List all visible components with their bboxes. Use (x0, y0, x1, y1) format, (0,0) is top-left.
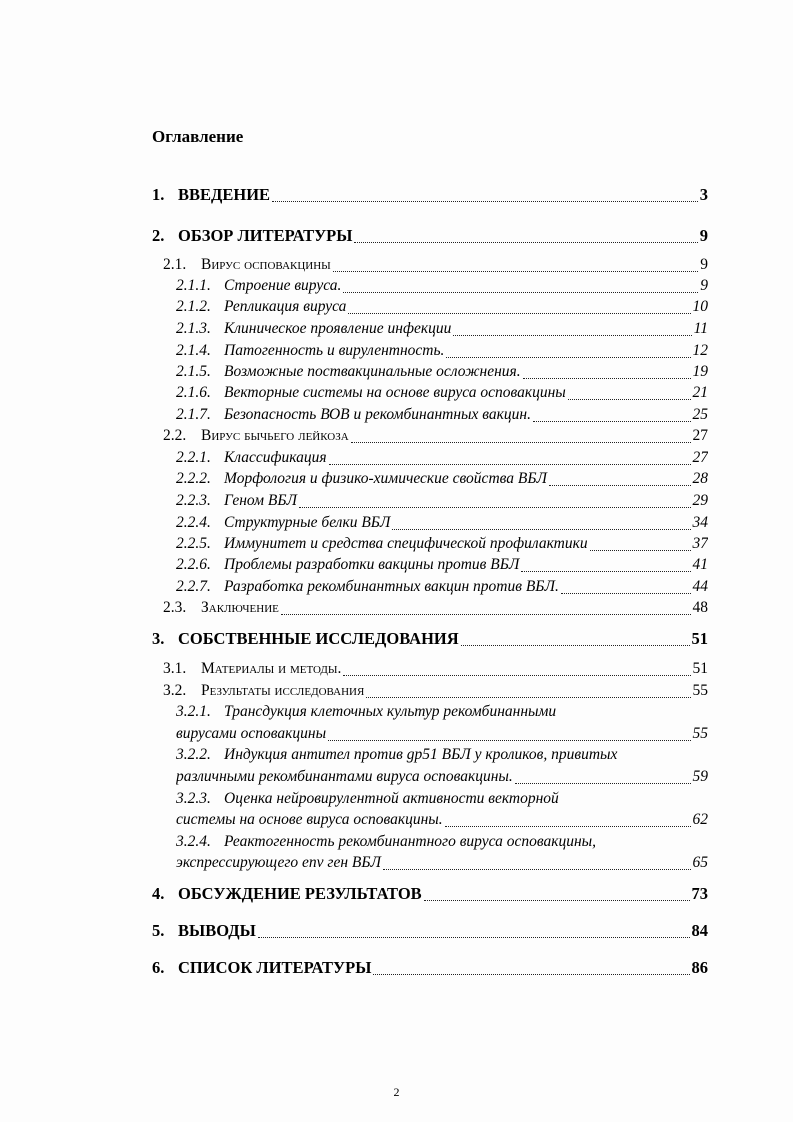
toc-entry-title: Материалы и методы. (201, 660, 342, 677)
toc-entry-title: Возможные поствакцинальные осложнения. (224, 363, 521, 380)
toc-entry-page: 25 (692, 406, 708, 423)
toc-entry-page: 19 (692, 363, 708, 380)
toc-entry-page: 55 (692, 725, 708, 742)
toc-entry-title: Заключение (201, 599, 279, 616)
toc-entry-number: 2.1.2. (176, 298, 211, 315)
toc-entry-title: ОБЗОР ЛИТЕРАТУРЫ (178, 226, 353, 245)
toc-entry-title: Реактогенность рекомбинантного вируса осповакцины, (224, 833, 597, 850)
toc-entry-page: 48 (692, 599, 708, 616)
toc-heading: Оглавление (152, 127, 244, 146)
toc-entry-number: 2.2.2. (176, 470, 211, 487)
toc-entry-number: 2.2.6. (176, 556, 211, 573)
toc-entry-page: 62 (692, 811, 708, 828)
toc-entry-2-2[interactable] (163, 424, 708, 448)
toc-entry-number: 2.1.6. (176, 384, 211, 401)
toc-entry-title: Векторные системы на основе вируса осповакцины (224, 384, 566, 401)
toc-entry-number: 3. (152, 629, 165, 648)
toc-entry-3-2-4-line2[interactable] (176, 851, 708, 875)
toc-entry-3-2-1-line1[interactable] (176, 700, 708, 724)
toc-entry-page: 41 (692, 556, 708, 573)
toc-entry-title: Клиническое проявление инфекции (224, 320, 452, 337)
dot-leader (373, 974, 689, 975)
toc-entry-title: Индукция антител против gp51 ВБЛ у кроликов, привитых (224, 746, 618, 763)
toc-entry-title: Разработка рекомбинантных вакцин против ВБЛ. (224, 578, 559, 595)
toc-entry-title-continued: вирусами осповакцины (176, 725, 327, 742)
toc-entry-number: 2.1. (163, 256, 187, 273)
toc-entry-3-2-2-line2[interactable] (176, 765, 708, 789)
toc-entry-page: 73 (691, 884, 708, 903)
dot-leader (366, 697, 690, 698)
toc-entry-title: Безопасность ВОВ и рекомбинантных вакцин. (224, 406, 531, 423)
toc-entry-3[interactable] (152, 627, 708, 651)
dot-leader (272, 201, 698, 202)
toc-entry-2-2-3[interactable] (176, 489, 708, 513)
toc-entry-number: 2.2.1. (176, 449, 211, 466)
toc-entry-4[interactable] (152, 882, 708, 906)
dot-leader (523, 378, 691, 379)
toc-entry-title: Структурные белки ВБЛ (224, 514, 391, 531)
toc-entry-3-2-3-line2[interactable] (176, 808, 708, 832)
toc-entry-number: 2.3. (163, 599, 187, 616)
toc-entry-5[interactable] (152, 919, 708, 943)
toc-entry-number: 3.2.1. (176, 703, 211, 720)
toc-entry-number: 2.1.5. (176, 363, 211, 380)
toc-entry-number: 2.1.1. (176, 277, 211, 294)
toc-entry-title: Оценка нейровирулентной активности векторной (224, 790, 559, 807)
dot-leader (343, 292, 698, 293)
dot-leader (590, 550, 691, 551)
toc-entry-title: ОБСУЖДЕНИЕ РЕЗУЛЬТАТОВ (178, 884, 422, 903)
toc-entry-page: 55 (692, 682, 708, 699)
dot-leader (568, 399, 691, 400)
toc-entry-page: 59 (692, 768, 708, 785)
dot-leader (549, 485, 691, 486)
toc-entry-3-2-2-line1[interactable] (176, 743, 708, 767)
toc-entry-title-continued: различными рекомбинантами вируса осповакцины. (176, 768, 513, 785)
dot-leader (329, 464, 691, 465)
toc-entry-title: Вирус осповакцины (201, 256, 331, 273)
toc-entry-page: 11 (693, 320, 708, 337)
toc-entry-page: 44 (692, 578, 708, 595)
toc-entry-page: 3 (699, 185, 708, 204)
toc-entry-number: 3.2.4. (176, 833, 211, 850)
toc-entry-title: Геном ВБЛ (224, 492, 297, 509)
toc-entry-title: ВВЕДЕНИЕ (178, 185, 271, 204)
dot-leader (461, 645, 690, 646)
toc-entry-number: 2.1.7. (176, 406, 211, 423)
toc-entry-title: СОБСТВЕННЫЕ ИССЛЕДОВАНИЯ (178, 629, 459, 648)
toc-entry-number: 2.2. (163, 427, 187, 444)
toc-entry-page: 65 (692, 854, 708, 871)
toc-entry-2-2-2[interactable] (176, 467, 708, 491)
dot-leader (445, 826, 691, 827)
toc-entry-title-continued: экспрессирующего env ген ВБЛ (176, 854, 382, 871)
dot-leader (348, 313, 690, 314)
toc-entry-number: 6. (152, 958, 165, 977)
toc-entry-number: 2.1.3. (176, 320, 211, 337)
dot-leader (354, 242, 697, 243)
dot-leader (258, 937, 690, 938)
toc-entry-page: 27 (692, 427, 708, 444)
dot-leader (446, 357, 690, 358)
toc-entry-number: 2. (152, 226, 165, 245)
dot-leader (392, 529, 690, 530)
toc-entry-title: Морфология и физико-химические свойства ВБЛ (224, 470, 547, 487)
toc-entry-page: 27 (692, 449, 708, 466)
toc-entry-title: СПИСОК ЛИТЕРАТУРЫ (178, 958, 372, 977)
toc-entry-page: 51 (692, 660, 708, 677)
toc-entry-number: 3.2.3. (176, 790, 211, 807)
toc-entry-title: Строение вируса. (224, 277, 342, 294)
dot-leader (515, 783, 691, 784)
dot-leader (328, 740, 690, 741)
toc-entry-title: Результаты исследования (201, 682, 365, 699)
dot-leader (424, 900, 690, 901)
toc-entry-2-1-3[interactable] (176, 317, 708, 341)
toc-entry-number: 2.2.7. (176, 578, 211, 595)
dot-leader (351, 442, 691, 443)
toc-entry-number: 3.2.2. (176, 746, 211, 763)
toc-entry-page: 28 (692, 470, 708, 487)
toc-entry-number: 2.2.5. (176, 535, 211, 552)
page-number: 2 (393, 1085, 400, 1099)
toc-entry-page: 12 (692, 342, 708, 359)
toc-entry-page: 37 (692, 535, 708, 552)
toc-entry-title: Проблемы разработки вакцины против ВБЛ (224, 556, 520, 573)
toc-entry-number: 2.1.4. (176, 342, 211, 359)
dot-leader (343, 675, 690, 676)
toc-entry-2[interactable] (152, 224, 708, 248)
toc-entry-number: 5. (152, 921, 165, 940)
toc-entry-2-2-6[interactable] (176, 553, 708, 577)
toc-entry-title-continued: системы на основе вируса осповакцины. (176, 811, 443, 828)
dot-leader (561, 593, 691, 594)
toc-entry-page: 9 (700, 277, 708, 294)
dot-leader (333, 271, 698, 272)
toc-entry-title: Трансдукция клеточных культур рекомбинанными (224, 703, 557, 720)
toc-entry-page: 21 (692, 384, 708, 401)
toc-entry-2-1-6[interactable] (176, 381, 708, 405)
toc-entry-page: 51 (691, 629, 708, 648)
toc-entry-2-3[interactable] (163, 596, 708, 620)
dot-leader (453, 335, 691, 336)
toc-entry-2-1-2[interactable] (176, 295, 708, 319)
toc-entry-number: 3.1. (163, 660, 187, 677)
toc-entry-6[interactable] (152, 956, 708, 980)
toc-entry-title: Классификация (224, 449, 327, 466)
dot-leader (521, 571, 690, 572)
toc-entry-3-1[interactable] (163, 657, 708, 681)
toc-entry-title: Вирус бычьего лейкоза (201, 427, 349, 444)
toc-entry-page: 10 (692, 298, 708, 315)
toc-entry-number: 2.2.4. (176, 514, 211, 531)
toc-entry-title: Репликация вируса (224, 298, 347, 315)
dot-leader (383, 869, 690, 870)
toc-entry-number: 2.2.3. (176, 492, 211, 509)
dot-leader (299, 507, 691, 508)
toc-entry-page: 9 (699, 226, 708, 245)
toc-entry-page: 84 (691, 921, 708, 940)
toc-entry-page: 86 (691, 958, 708, 977)
toc-entry-page: 29 (692, 492, 708, 509)
toc-entry-title: ВЫВОДЫ (178, 921, 256, 940)
toc-entry-title: Иммунитет и средства специфической профилактики (224, 535, 588, 552)
toc-entry-title: Патогенность и вирулентность. (224, 342, 445, 359)
toc-entry-number: 3.2. (163, 682, 187, 699)
toc-entry-number: 1. (152, 185, 165, 204)
toc-entry-page: 34 (692, 514, 708, 531)
dot-leader (281, 614, 691, 615)
dot-leader (533, 421, 691, 422)
toc-entry-1[interactable] (152, 183, 708, 207)
toc-entry-page: 9 (700, 256, 708, 273)
toc-entry-number: 4. (152, 884, 165, 903)
